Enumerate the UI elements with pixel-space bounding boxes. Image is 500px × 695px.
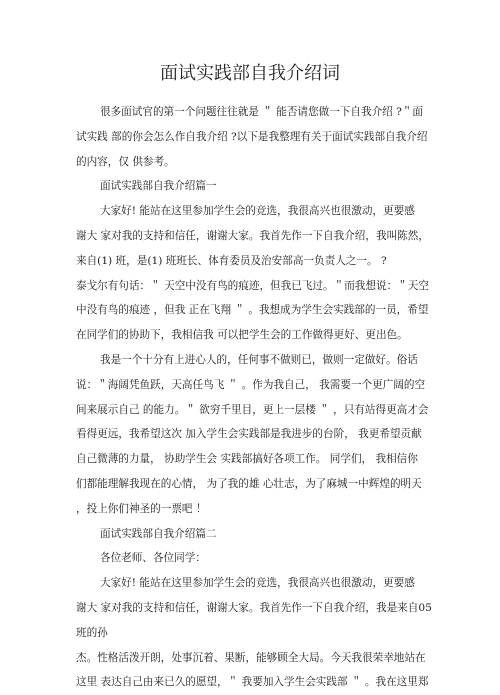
text-line: 试实践 部的你会怎么作自我介绍 ?以下是我整理有关于面试实践部自我介绍 [76,130,428,143]
text-line: 自己微薄的力量， 协助学生会 实践部搞好各项工作。 同学们， 我相信你 [76,453,418,466]
text-line: 我是一个十分有上进心人的，任何事不做则已，做则一定做好。俗话 [100,353,418,366]
text-line: 们都能理解我现在的心情， 为了我的雄 心壮志，为了麻城一中辉煌的明天 [76,477,422,490]
text-line: 这里 表达自己由来已久的愿望，＂ 我要加入学生会实践部 ＂ 。我在这里郑 [76,676,429,689]
text-line: 各位老师、各位同学： [100,552,206,565]
text-line: 大家好! 能站在这里参加学生会的竞选，我很高兴也很激动，更要感 [100,577,415,590]
text-line: 泰戈尔有句话：＂ 天空中没有鸟的痕迹，但我已飞过。＂而我想说：＂天空 [76,279,429,292]
text-line: 间来展示自己 的能力。＂ 欲穷千里目，更上一层楼 ＂ ，只有站得更高才会 [76,403,429,416]
document-title: 面试实践部自我介绍词 [160,63,340,84]
text-line: ，投上你们神圣的一票吧 ！ [76,502,207,515]
text-line: 说：＂海阔凭鱼跃，天高任鸟飞 ＂ 。作为我自己， 我需要一个更广阔的空 [76,378,426,391]
text-line: 班的孙 [76,626,108,639]
text-line: 的内容，仅 供参考。 [76,155,175,168]
document-body [76,100,432,695]
section-heading: 面试实践部自我介绍篇二 [100,527,217,540]
section-heading: 面试实践部自我介绍篇一 [100,180,217,193]
text-line: 很多面试官的第一个问题往往就是 ＂ 能否请您做一下自我介绍 ?＂面 [100,106,423,118]
text-line: 杰。性格活泼开朗，处事沉着、果断，能够顾全大局。今天我很荣幸地站在 [76,651,426,664]
text-line: 大家好! 能站在这里参加学生会的竞选，我很高兴也很激动，更要感 [100,205,415,218]
text-line: 谢大 家对我的支持和信任，谢谢大家。我首先作一下自我介绍，我叫陈然， [76,229,429,242]
text-line: 看得更远，我希望这次 加入学生会实践部是我进步的台阶， 我更希望贡献 [76,428,422,441]
text-line: 谢大 家对我的支持和信任，谢谢大家。我首先作一下自我介绍，我是来自05 [76,601,432,614]
text-line: 来自(1) 班，是(1) 班班长、体育委员及治安部高一负责人之一。 ? [76,254,387,267]
text-line: 中没有鸟的痕迹 ，但我 正在飞翔 ＂ 。我想成为学生会实践部的一员，希望 [76,304,429,317]
text-line: 在同学们的协助下，我相信我 可以把学生会的工作做得更好、更出色。 [76,329,408,342]
